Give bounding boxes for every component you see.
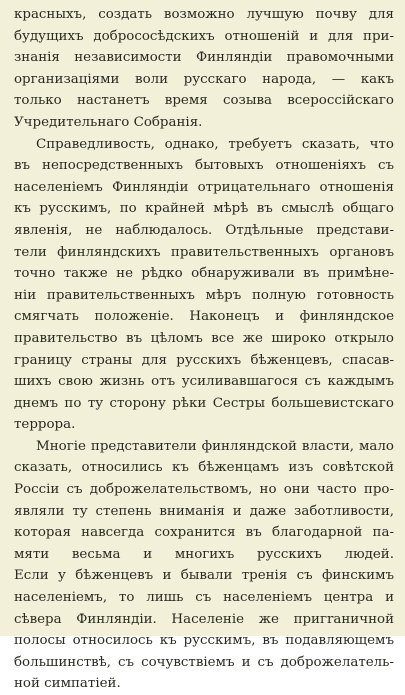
text-line: ніи правительственныхъ мѣръ полную готовность <box>14 287 394 303</box>
text-line: являли ту степень вниманія и даже заботливости, <box>14 503 394 519</box>
text-line: населеніемъ, то лишь съ населеніемъ центра и <box>14 590 394 606</box>
text-line: которая навсегда сохранится въ благодарной па- <box>14 525 394 541</box>
text-line: точно также не рѣдко обнаруживали въ примѣне- <box>14 266 394 282</box>
text-line: Учредительнаго Собранія. <box>14 114 203 130</box>
text-line: шихъ свою жизнь отъ усиливавшагося съ каждымъ <box>14 374 394 390</box>
text-line: смягчать положеніе. Наконецъ и финляндское <box>14 309 394 325</box>
paragraph-3 <box>14 436 394 695</box>
text-line: Справедливость, однако, требуетъ сказать, что <box>36 136 394 152</box>
text-line: знанія независимости Финляндіи правомочными <box>14 50 394 66</box>
text-line: явленія, не наблюдалось. Отдѣльные представи- <box>14 222 394 238</box>
text-line: Многіе представители финляндской власти, мало <box>36 438 394 454</box>
text-line: полосы относилось къ русскимъ, въ подавляющемъ <box>14 633 394 649</box>
text-line: только настанетъ время созыва всероссійскаго <box>14 93 394 109</box>
text-line: террора. <box>14 417 76 433</box>
text-line: къ русскимъ, по крайней мѣрѣ въ смыслѣ общаго <box>14 201 394 217</box>
text-line: мяти весьма и многихъ русскихъ людей. <box>14 546 394 562</box>
text-line: организаціями воли русскаго народа, — какъ <box>14 71 394 87</box>
text-line: днемъ по ту сторону рѣки Сестры большевистскаго <box>14 395 394 411</box>
text-line: красныхъ, создать возможно лучшую почву для <box>14 7 394 22</box>
text-line: сказать, относились къ бѣженцамъ изъ совѣтской <box>14 460 394 476</box>
text-line: сѣвера Финляндіи. Населеніе же пригraничной <box>14 611 394 627</box>
text-line: правительство въ цѣломъ все же широко открыло <box>14 330 394 346</box>
paragraph-2 <box>14 134 394 436</box>
text-line: ной симпатіей. <box>14 676 121 692</box>
text-line: въ непосредственныхъ бытовыхъ отношеніяхъ съ <box>14 158 394 174</box>
text-line: Если у бѣженцевъ и бывали тренія съ финскимъ <box>14 568 394 584</box>
text-line: Россіи съ доброжелательствомъ, но они часто про- <box>14 482 394 498</box>
text-line: границу страны для русскихъ бѣженцевъ, спасав- <box>14 352 394 368</box>
paragraph-1 <box>14 4 394 134</box>
text-line: населеніемъ Финляндіи отрицательнаго отношенія <box>14 179 394 195</box>
text-line: большинствѣ, съ сочувствіемъ и съ доброжелатель- <box>14 654 394 670</box>
text-line: тели финляндскихъ правительственныхъ органовъ <box>14 244 394 260</box>
body-text <box>14 4 394 695</box>
text-line: будущихъ добрососѣдскихъ отношенiй и для при- <box>14 28 394 44</box>
